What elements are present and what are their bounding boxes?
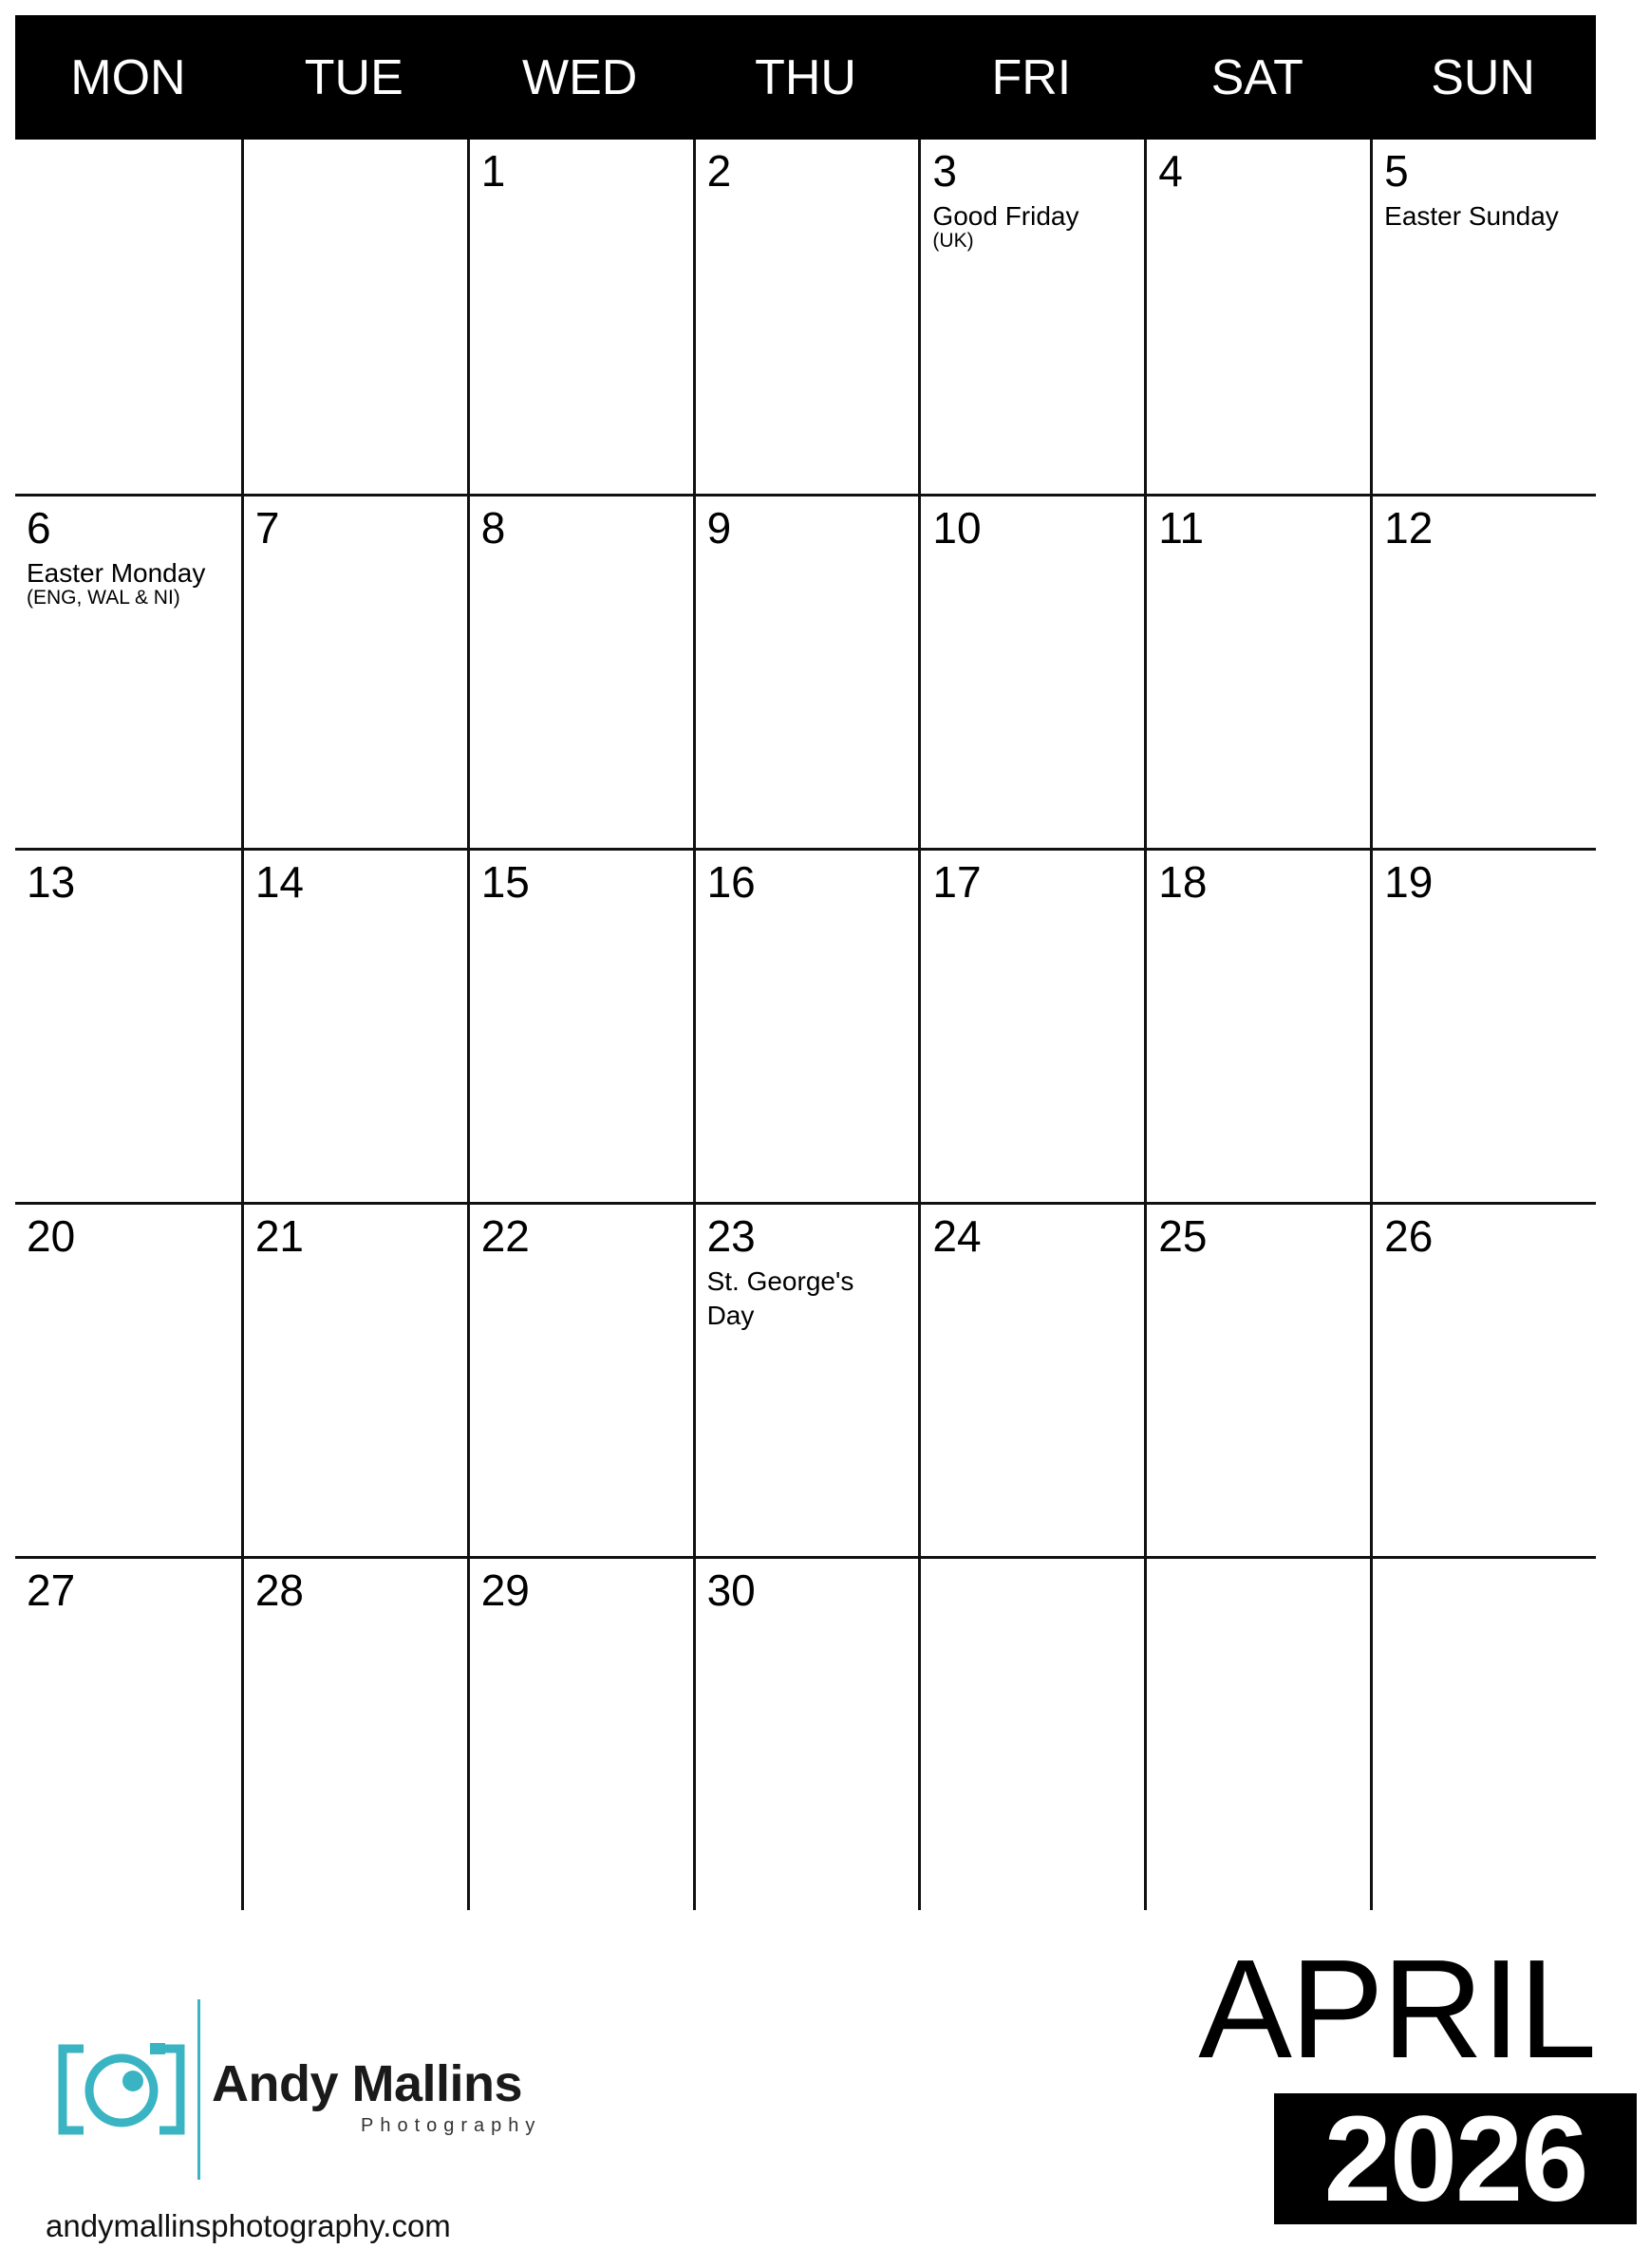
empty-day-cell bbox=[241, 140, 467, 494]
day-number: 1 bbox=[480, 146, 506, 196]
website-url: andymallinsphotography.com bbox=[46, 2208, 451, 2243]
day-cell bbox=[918, 848, 1144, 1202]
day-cell bbox=[1370, 1202, 1596, 1556]
day-number: 29 bbox=[480, 1565, 530, 1615]
holiday-label: St. George's Day bbox=[706, 1266, 854, 1330]
day-cell bbox=[1144, 1202, 1370, 1556]
day-number: 23 bbox=[706, 1211, 756, 1261]
weekday-mon: MON bbox=[70, 49, 186, 105]
day-number: 4 bbox=[1158, 146, 1183, 196]
weekday-sat: SAT bbox=[1210, 49, 1303, 105]
empty-day-cell bbox=[918, 1556, 1144, 1910]
holiday-label: Easter Sunday bbox=[1384, 201, 1559, 231]
day-cell bbox=[467, 848, 693, 1202]
day-number: 26 bbox=[1384, 1211, 1434, 1261]
day-number: 12 bbox=[1384, 503, 1434, 553]
day-number: 17 bbox=[932, 857, 982, 907]
weekday-wed: WED bbox=[521, 49, 638, 105]
day-cell bbox=[241, 848, 467, 1202]
day-cell bbox=[1370, 848, 1596, 1202]
day-cell bbox=[1370, 494, 1596, 848]
day-cell bbox=[15, 1556, 241, 1910]
weekday-thu: THU bbox=[755, 49, 856, 105]
logo-divider bbox=[197, 1999, 200, 2180]
day-cell bbox=[15, 494, 241, 848]
day-number: 5 bbox=[1384, 146, 1409, 196]
day-number: 2 bbox=[706, 146, 732, 196]
day-number: 18 bbox=[1158, 857, 1208, 907]
month-title: APRIL bbox=[1198, 1931, 1595, 2088]
day-cell bbox=[241, 1556, 467, 1910]
day-cell bbox=[1144, 494, 1370, 848]
weekday-sun: SUN bbox=[1431, 49, 1535, 105]
day-number: 15 bbox=[480, 857, 530, 907]
brand-subtitle: Photography bbox=[361, 2115, 542, 2136]
day-cell bbox=[15, 848, 241, 1202]
day-number: 8 bbox=[480, 503, 506, 553]
holiday-label: Good Friday bbox=[932, 201, 1079, 231]
day-cell bbox=[693, 1556, 919, 1910]
holiday-region-note: (UK) bbox=[932, 230, 974, 252]
empty-day-cell bbox=[1144, 1556, 1370, 1910]
day-cell bbox=[1370, 140, 1596, 494]
day-cell bbox=[467, 1556, 693, 1910]
day-cell bbox=[241, 1202, 467, 1556]
day-number: 9 bbox=[706, 503, 732, 553]
empty-day-cell bbox=[15, 140, 241, 494]
brand-logo bbox=[55, 1999, 549, 2180]
day-cell bbox=[693, 140, 919, 494]
holiday-region-note: (ENG, WAL & NI) bbox=[27, 587, 180, 609]
day-number: 20 bbox=[27, 1211, 76, 1261]
empty-day-cell bbox=[1370, 1556, 1596, 1910]
day-cell bbox=[1144, 140, 1370, 494]
day-number: 27 bbox=[27, 1565, 76, 1615]
day-number: 28 bbox=[254, 1565, 305, 1615]
day-number: 11 bbox=[1158, 503, 1205, 553]
day-cell bbox=[1144, 848, 1370, 1202]
day-cell bbox=[918, 494, 1144, 848]
day-cell bbox=[241, 494, 467, 848]
day-number: 14 bbox=[254, 857, 305, 907]
day-number: 6 bbox=[27, 503, 51, 553]
day-number: 21 bbox=[254, 1211, 305, 1261]
holiday-label: Easter Monday bbox=[27, 558, 206, 588]
day-number: 7 bbox=[254, 503, 280, 553]
day-cell bbox=[693, 1202, 919, 1556]
day-cell bbox=[467, 140, 693, 494]
year-badge: 2026 bbox=[1274, 2093, 1637, 2224]
camera-icon bbox=[55, 2037, 188, 2142]
day-number: 13 bbox=[27, 857, 76, 907]
brand-name: Andy Mallins bbox=[212, 2055, 523, 2112]
weekday-header bbox=[15, 15, 1596, 140]
day-cell bbox=[467, 494, 693, 848]
calendar-grid bbox=[15, 140, 1596, 1910]
day-cell bbox=[15, 1202, 241, 1556]
weekday-fri: FRI bbox=[991, 49, 1072, 105]
day-number: 24 bbox=[932, 1211, 982, 1261]
day-number: 16 bbox=[706, 857, 756, 907]
day-cell bbox=[918, 140, 1144, 494]
weekday-tue: TUE bbox=[304, 49, 403, 105]
day-number: 3 bbox=[932, 146, 958, 196]
day-number: 22 bbox=[480, 1211, 530, 1261]
day-number: 30 bbox=[706, 1565, 756, 1615]
day-cell bbox=[693, 494, 919, 848]
day-cell bbox=[918, 1202, 1144, 1556]
day-cell bbox=[693, 848, 919, 1202]
day-cell bbox=[467, 1202, 693, 1556]
day-number: 19 bbox=[1384, 857, 1434, 907]
day-number: 25 bbox=[1158, 1211, 1208, 1261]
day-number: 10 bbox=[932, 503, 982, 553]
